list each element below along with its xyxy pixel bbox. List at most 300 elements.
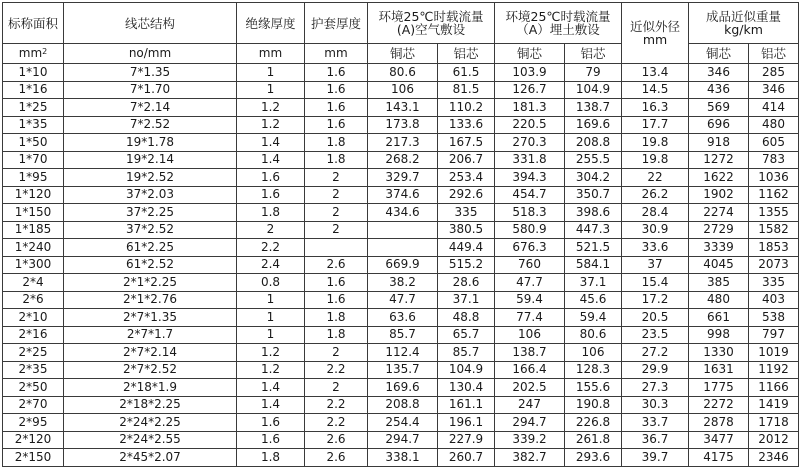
- cell-soil-aluminum: 521.5: [565, 239, 622, 257]
- cell-sheath: 2.2: [305, 396, 368, 414]
- header-weight: [689, 3, 799, 44]
- cell-area: 1*300: [3, 256, 64, 274]
- cell-insulation: 1.2: [237, 361, 305, 379]
- cell-diameter: 19.8: [622, 134, 689, 152]
- cell-soil-aluminum: 447.3: [565, 221, 622, 239]
- unit-structure: no/mm: [64, 44, 237, 64]
- cell-soil-aluminum: 59.4: [565, 309, 622, 327]
- cell-structure: 2*18*2.25: [64, 396, 237, 414]
- table-row: [3, 81, 799, 99]
- cell-sheath: [305, 239, 368, 257]
- cell-soil-copper: 138.7: [495, 344, 565, 362]
- table-row: [3, 169, 799, 187]
- table-row: [3, 256, 799, 274]
- header-area: 标称面积: [3, 3, 64, 44]
- table-row: [3, 309, 799, 327]
- cell-diameter: 17.7: [622, 116, 689, 134]
- cell-diameter: 17.2: [622, 291, 689, 309]
- cell-air-copper: [368, 239, 438, 257]
- cell-sheath: 2.2: [305, 414, 368, 432]
- cell-air-copper: 329.7: [368, 169, 438, 187]
- cell-structure: 37*2.52: [64, 221, 237, 239]
- cell-diameter: 37: [622, 256, 689, 274]
- cell-air-aluminum: 449.4: [438, 239, 495, 257]
- cell-air-copper: 217.3: [368, 134, 438, 152]
- cell-soil-aluminum: 45.6: [565, 291, 622, 309]
- cell-sheath: 2.6: [305, 256, 368, 274]
- cell-air-copper: 434.6: [368, 204, 438, 222]
- cell-weight-aluminum: 1355: [749, 204, 799, 222]
- cell-air-copper: 135.7: [368, 361, 438, 379]
- cell-air-copper: 85.7: [368, 326, 438, 344]
- cell-soil-copper: 126.7: [495, 81, 565, 99]
- cell-sheath: 2.2: [305, 361, 368, 379]
- header-air-aluminum: 铝芯: [438, 44, 495, 64]
- cell-weight-aluminum: 605: [749, 134, 799, 152]
- cell-soil-aluminum: 208.8: [565, 134, 622, 152]
- table-row: [3, 239, 799, 257]
- cell-soil-copper: 676.3: [495, 239, 565, 257]
- cell-weight-aluminum: 1192: [749, 361, 799, 379]
- cell-air-copper: 374.6: [368, 186, 438, 204]
- cell-insulation: 2.2: [237, 239, 305, 257]
- cell-air-copper: 173.8: [368, 116, 438, 134]
- cell-air-aluminum: 81.5: [438, 81, 495, 99]
- cell-structure: 61*2.52: [64, 256, 237, 274]
- cell-weight-copper: 4045: [689, 256, 749, 274]
- cell-weight-aluminum: 1166: [749, 379, 799, 397]
- cell-weight-copper: 2274: [689, 204, 749, 222]
- cell-diameter: 30.9: [622, 221, 689, 239]
- cell-air-copper: 106: [368, 81, 438, 99]
- cell-insulation: 1.2: [237, 99, 305, 117]
- header-soil-copper: 铜芯: [495, 44, 565, 64]
- cell-weight-copper: 385: [689, 274, 749, 292]
- cell-area: 1*50: [3, 134, 64, 152]
- cell-insulation: 1: [237, 309, 305, 327]
- cell-weight-aluminum: 783: [749, 151, 799, 169]
- cell-air-copper: 63.6: [368, 309, 438, 327]
- cell-soil-aluminum: 104.9: [565, 81, 622, 99]
- cell-structure: 2*7*2.52: [64, 361, 237, 379]
- cell-soil-copper: 580.9: [495, 221, 565, 239]
- cell-insulation: 1.6: [237, 169, 305, 187]
- cell-sheath: 1.8: [305, 151, 368, 169]
- cell-weight-aluminum: 1419: [749, 396, 799, 414]
- cell-weight-copper: 998: [689, 326, 749, 344]
- cell-area: 1*120: [3, 186, 64, 204]
- cell-diameter: 27.2: [622, 344, 689, 362]
- cell-diameter: 36.7: [622, 431, 689, 449]
- table-row: [3, 379, 799, 397]
- cell-insulation: 1.6: [237, 414, 305, 432]
- cell-weight-aluminum: 2073: [749, 256, 799, 274]
- unit-insulation: mm: [237, 44, 305, 64]
- cell-soil-aluminum: 293.6: [565, 449, 622, 467]
- cell-diameter: 13.4: [622, 64, 689, 82]
- header-air-line2: (A)空气敷设: [396, 22, 466, 37]
- cell-soil-aluminum: 37.1: [565, 274, 622, 292]
- cell-weight-copper: 569: [689, 99, 749, 117]
- cell-structure: 2*18*1.9: [64, 379, 237, 397]
- cell-diameter: 20.5: [622, 309, 689, 327]
- cell-soil-aluminum: 226.8: [565, 414, 622, 432]
- header-weight-line1: 成品近似重量: [705, 9, 781, 24]
- cell-air-aluminum: 110.2: [438, 99, 495, 117]
- cell-soil-aluminum: 79: [565, 64, 622, 82]
- cell-insulation: 1.6: [237, 431, 305, 449]
- cell-diameter: 14.5: [622, 81, 689, 99]
- cell-structure: 2*45*2.07: [64, 449, 237, 467]
- cell-air-aluminum: 130.4: [438, 379, 495, 397]
- cell-air-aluminum: 37.1: [438, 291, 495, 309]
- table-row: [3, 221, 799, 239]
- cell-insulation: 1: [237, 64, 305, 82]
- cell-sheath: 1.6: [305, 291, 368, 309]
- cell-diameter: 22: [622, 169, 689, 187]
- table-row: [3, 326, 799, 344]
- cell-air-aluminum: 292.6: [438, 186, 495, 204]
- cell-area: 1*240: [3, 239, 64, 257]
- cell-area: 2*6: [3, 291, 64, 309]
- cell-soil-aluminum: 255.5: [565, 151, 622, 169]
- cell-weight-copper: 1775: [689, 379, 749, 397]
- cell-insulation: 1: [237, 291, 305, 309]
- table-row: [3, 204, 799, 222]
- cell-structure: 19*1.78: [64, 134, 237, 152]
- cell-air-copper: [368, 221, 438, 239]
- table-row: [3, 99, 799, 117]
- cell-insulation: 1.2: [237, 116, 305, 134]
- cell-sheath: 2: [305, 186, 368, 204]
- cell-air-aluminum: 380.5: [438, 221, 495, 239]
- unit-area-text: mm: [18, 46, 43, 60]
- header-diameter-line1: 近似外径: [629, 19, 680, 34]
- cell-weight-aluminum: 414: [749, 99, 799, 117]
- cell-weight-copper: 4175: [689, 449, 749, 467]
- header-air-copper: 铜芯: [368, 44, 438, 64]
- header-soil-current: [495, 3, 622, 44]
- cell-air-copper: 294.7: [368, 431, 438, 449]
- cell-air-copper: 38.2: [368, 274, 438, 292]
- cell-weight-aluminum: 1162: [749, 186, 799, 204]
- header-diameter: [622, 3, 689, 64]
- cell-weight-copper: 436: [689, 81, 749, 99]
- cell-air-aluminum: 133.6: [438, 116, 495, 134]
- cell-sheath: 1.6: [305, 64, 368, 82]
- cell-insulation: 1.6: [237, 186, 305, 204]
- unit-area-sup: 2: [42, 47, 48, 56]
- header-air-line1: 环境25℃时载流量: [378, 9, 484, 24]
- cell-area: 1*185: [3, 221, 64, 239]
- cell-weight-aluminum: 1582: [749, 221, 799, 239]
- header-weight-line2: kg/km: [724, 22, 763, 37]
- cell-weight-copper: 1330: [689, 344, 749, 362]
- cell-soil-copper: 202.5: [495, 379, 565, 397]
- cell-area: 2*95: [3, 414, 64, 432]
- cell-sheath: 2: [305, 204, 368, 222]
- cell-structure: 7*2.14: [64, 99, 237, 117]
- cell-sheath: 1.6: [305, 116, 368, 134]
- cell-structure: 61*2.25: [64, 239, 237, 257]
- cell-area: 2*16: [3, 326, 64, 344]
- cell-sheath: 2: [305, 344, 368, 362]
- cell-air-copper: 143.1: [368, 99, 438, 117]
- cell-soil-copper: 247: [495, 396, 565, 414]
- cell-air-copper: 268.2: [368, 151, 438, 169]
- cell-air-copper: 47.7: [368, 291, 438, 309]
- cell-weight-copper: 3339: [689, 239, 749, 257]
- table-row: [3, 414, 799, 432]
- cell-area: 2*35: [3, 361, 64, 379]
- cell-structure: 2*1*2.76: [64, 291, 237, 309]
- cell-air-copper: 169.6: [368, 379, 438, 397]
- cell-insulation: 1.4: [237, 396, 305, 414]
- cell-soil-copper: 106: [495, 326, 565, 344]
- table-row: [3, 396, 799, 414]
- cell-diameter: 16.3: [622, 99, 689, 117]
- cell-sheath: 2.6: [305, 431, 368, 449]
- cell-air-aluminum: 515.2: [438, 256, 495, 274]
- cell-air-aluminum: 161.1: [438, 396, 495, 414]
- cell-soil-copper: 760: [495, 256, 565, 274]
- cell-diameter: 19.8: [622, 151, 689, 169]
- cell-weight-aluminum: 538: [749, 309, 799, 327]
- cell-weight-copper: 1622: [689, 169, 749, 187]
- cell-weight-aluminum: 335: [749, 274, 799, 292]
- cell-weight-aluminum: 2346: [749, 449, 799, 467]
- cell-diameter: 30.3: [622, 396, 689, 414]
- header-soil-line2: （A）埋土敷设: [516, 22, 600, 37]
- cell-air-aluminum: 335: [438, 204, 495, 222]
- table-row: [3, 186, 799, 204]
- cell-diameter: 33.6: [622, 239, 689, 257]
- cable-spec-table-container: [2, 2, 799, 467]
- cell-sheath: 1.6: [305, 99, 368, 117]
- cell-insulation: 1.4: [237, 379, 305, 397]
- cell-insulation: 2.4: [237, 256, 305, 274]
- cell-air-aluminum: 104.9: [438, 361, 495, 379]
- cell-insulation: 1: [237, 81, 305, 99]
- cell-structure: 2*7*1.35: [64, 309, 237, 327]
- cell-air-aluminum: 65.7: [438, 326, 495, 344]
- cell-soil-aluminum: 106: [565, 344, 622, 362]
- cell-insulation: 1.8: [237, 449, 305, 467]
- cell-sheath: 2.6: [305, 449, 368, 467]
- cell-area: 1*35: [3, 116, 64, 134]
- cell-weight-aluminum: 1036: [749, 169, 799, 187]
- cell-diameter: 26.2: [622, 186, 689, 204]
- cell-soil-aluminum: 128.3: [565, 361, 622, 379]
- header-air-current: [368, 3, 495, 44]
- cell-air-aluminum: 48.8: [438, 309, 495, 327]
- cell-sheath: 1.8: [305, 326, 368, 344]
- table-row: [3, 134, 799, 152]
- table-row: [3, 344, 799, 362]
- cell-soil-aluminum: 169.6: [565, 116, 622, 134]
- cell-structure: 37*2.25: [64, 204, 237, 222]
- table-row: [3, 151, 799, 169]
- cell-weight-copper: 661: [689, 309, 749, 327]
- cell-soil-copper: 166.4: [495, 361, 565, 379]
- cell-area: 2*50: [3, 379, 64, 397]
- cell-structure: 2*7*1.7: [64, 326, 237, 344]
- cable-spec-table: [2, 2, 799, 467]
- cell-soil-copper: 77.4: [495, 309, 565, 327]
- cell-air-copper: 338.1: [368, 449, 438, 467]
- cell-air-copper: 112.4: [368, 344, 438, 362]
- cell-air-aluminum: 227.9: [438, 431, 495, 449]
- cell-weight-copper: 3477: [689, 431, 749, 449]
- cell-diameter: 23.5: [622, 326, 689, 344]
- cell-soil-copper: 47.7: [495, 274, 565, 292]
- cell-structure: 7*2.52: [64, 116, 237, 134]
- table-row: [3, 116, 799, 134]
- cell-structure: 19*2.14: [64, 151, 237, 169]
- cell-air-copper: 80.6: [368, 64, 438, 82]
- header-insulation: 绝缘厚度: [237, 3, 305, 44]
- cell-structure: 7*1.35: [64, 64, 237, 82]
- cell-soil-aluminum: 398.6: [565, 204, 622, 222]
- table-row: [3, 291, 799, 309]
- cell-structure: 19*2.52: [64, 169, 237, 187]
- unit-sheath: mm: [305, 44, 368, 64]
- cell-structure: 2*7*2.14: [64, 344, 237, 362]
- cell-air-copper: 208.8: [368, 396, 438, 414]
- cell-air-aluminum: 260.7: [438, 449, 495, 467]
- cell-soil-aluminum: 80.6: [565, 326, 622, 344]
- cell-area: 2*4: [3, 274, 64, 292]
- cell-soil-aluminum: 155.6: [565, 379, 622, 397]
- cell-weight-aluminum: 403: [749, 291, 799, 309]
- cell-sheath: 1.6: [305, 274, 368, 292]
- cell-insulation: 1.4: [237, 151, 305, 169]
- cell-sheath: 1.8: [305, 309, 368, 327]
- cell-weight-copper: 346: [689, 64, 749, 82]
- cell-structure: 7*1.70: [64, 81, 237, 99]
- cell-weight-copper: 480: [689, 291, 749, 309]
- cell-structure: 2*24*2.55: [64, 431, 237, 449]
- cell-area: 1*25: [3, 99, 64, 117]
- cell-diameter: 29.9: [622, 361, 689, 379]
- cell-weight-aluminum: 346: [749, 81, 799, 99]
- cell-soil-copper: 454.7: [495, 186, 565, 204]
- cell-soil-copper: 103.9: [495, 64, 565, 82]
- header-structure: 线芯结构: [64, 3, 237, 44]
- cell-weight-copper: 1902: [689, 186, 749, 204]
- table-row: [3, 431, 799, 449]
- cell-air-aluminum: 167.5: [438, 134, 495, 152]
- cell-soil-aluminum: 190.8: [565, 396, 622, 414]
- cell-soil-copper: 59.4: [495, 291, 565, 309]
- cell-insulation: 1.4: [237, 134, 305, 152]
- cell-diameter: 15.4: [622, 274, 689, 292]
- cell-soil-copper: 181.3: [495, 99, 565, 117]
- cell-diameter: 28.4: [622, 204, 689, 222]
- cell-weight-copper: 1631: [689, 361, 749, 379]
- cell-insulation: 2: [237, 221, 305, 239]
- table-row: [3, 361, 799, 379]
- table-row: [3, 64, 799, 82]
- cell-area: 1*95: [3, 169, 64, 187]
- cell-weight-copper: 918: [689, 134, 749, 152]
- cell-diameter: 27.3: [622, 379, 689, 397]
- cell-air-copper: 669.9: [368, 256, 438, 274]
- cell-air-aluminum: 253.4: [438, 169, 495, 187]
- cell-sheath: 2: [305, 221, 368, 239]
- cell-area: 1*150: [3, 204, 64, 222]
- cell-insulation: 1.2: [237, 344, 305, 362]
- cell-weight-aluminum: 797: [749, 326, 799, 344]
- header-weight-aluminum: 铝芯: [749, 44, 799, 64]
- cell-weight-copper: 1272: [689, 151, 749, 169]
- table-row: [3, 274, 799, 292]
- cell-weight-copper: 2729: [689, 221, 749, 239]
- cell-soil-copper: 270.3: [495, 134, 565, 152]
- cell-soil-aluminum: 304.2: [565, 169, 622, 187]
- cell-air-aluminum: 206.7: [438, 151, 495, 169]
- cell-area: 2*150: [3, 449, 64, 467]
- cell-diameter: 33.7: [622, 414, 689, 432]
- cell-sheath: 1.8: [305, 134, 368, 152]
- cell-area: 1*16: [3, 81, 64, 99]
- unit-area: [3, 44, 64, 64]
- cell-soil-aluminum: 138.7: [565, 99, 622, 117]
- cell-area: 2*70: [3, 396, 64, 414]
- cell-weight-copper: 696: [689, 116, 749, 134]
- header-soil-line1: 环境25℃时载流量: [505, 9, 611, 24]
- cell-structure: 37*2.03: [64, 186, 237, 204]
- cell-soil-aluminum: 261.8: [565, 431, 622, 449]
- cell-air-aluminum: 196.1: [438, 414, 495, 432]
- cell-weight-aluminum: 285: [749, 64, 799, 82]
- cell-insulation: 1: [237, 326, 305, 344]
- header-weight-copper: 铜芯: [689, 44, 749, 64]
- cell-area: 2*120: [3, 431, 64, 449]
- cell-sheath: 2: [305, 379, 368, 397]
- cell-air-copper: 254.4: [368, 414, 438, 432]
- cell-insulation: 1.8: [237, 204, 305, 222]
- cell-weight-aluminum: 1718: [749, 414, 799, 432]
- table-row: [3, 449, 799, 467]
- cell-sheath: 2: [305, 169, 368, 187]
- cell-soil-copper: 294.7: [495, 414, 565, 432]
- header-sheath: 护套厚度: [305, 3, 368, 44]
- cell-air-aluminum: 61.5: [438, 64, 495, 82]
- cell-soil-copper: 394.3: [495, 169, 565, 187]
- cell-area: 2*10: [3, 309, 64, 327]
- cell-soil-copper: 382.7: [495, 449, 565, 467]
- cell-structure: 2*1*2.25: [64, 274, 237, 292]
- cell-weight-aluminum: 480: [749, 116, 799, 134]
- cell-area: 1*70: [3, 151, 64, 169]
- header-soil-aluminum: 铝芯: [565, 44, 622, 64]
- header-diameter-line2: mm: [642, 32, 668, 47]
- cell-soil-copper: 220.5: [495, 116, 565, 134]
- cell-sheath: 1.6: [305, 81, 368, 99]
- cell-soil-aluminum: 584.1: [565, 256, 622, 274]
- cell-weight-aluminum: 1019: [749, 344, 799, 362]
- cell-weight-copper: 2878: [689, 414, 749, 432]
- cell-insulation: 0.8: [237, 274, 305, 292]
- cell-air-aluminum: 28.6: [438, 274, 495, 292]
- cell-area: 2*25: [3, 344, 64, 362]
- cell-diameter: 39.7: [622, 449, 689, 467]
- table-body: [3, 64, 799, 467]
- cell-weight-aluminum: 1853: [749, 239, 799, 257]
- cell-area: 1*10: [3, 64, 64, 82]
- cell-soil-copper: 518.3: [495, 204, 565, 222]
